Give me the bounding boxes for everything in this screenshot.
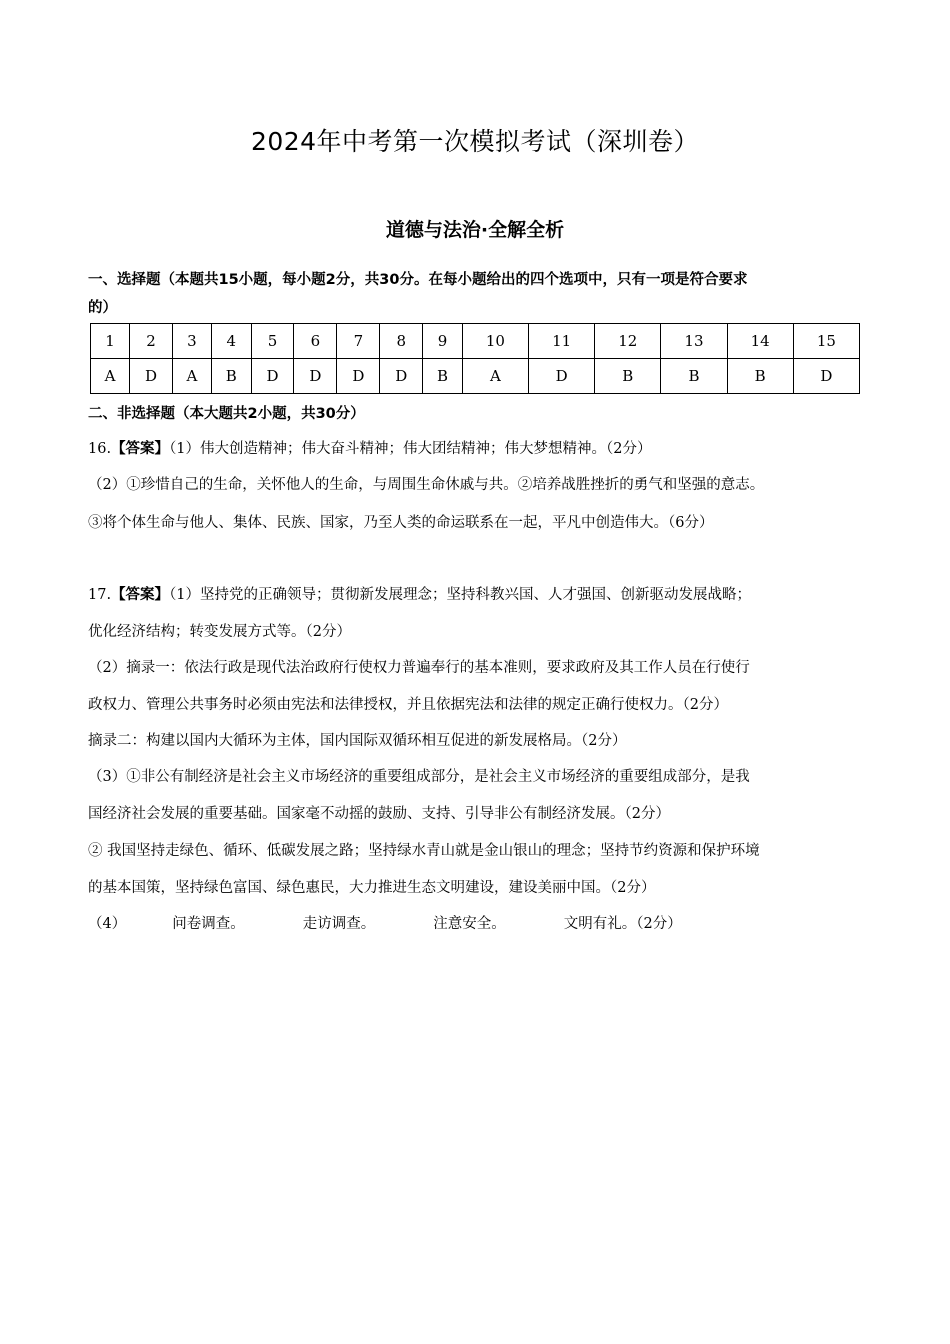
answer-cell: B [661,359,727,394]
question-number-cell: 2 [130,324,173,359]
question-number-cell: 3 [172,324,211,359]
question-number-cell: 1 [91,324,130,359]
answer-table-answers-row [91,359,860,394]
answer-cell: B [211,359,251,394]
q16-number: 16. [88,441,112,457]
answer-cell: D [294,359,337,394]
section2-heading: 二、非选择题（本大题共2小题，共30分） [88,406,365,422]
section1-heading-cont: 的） [88,300,117,316]
page-subtitle: 道德与法治·全解全析 [385,219,565,241]
answer-cell: A [172,359,211,394]
question-number-cell: 5 [251,324,294,359]
question-number-cell: 6 [294,324,337,359]
answer-table [90,323,860,394]
question-number-cell: 13 [661,324,727,359]
question-number-cell: 10 [462,324,528,359]
question-number-cell: 11 [529,324,595,359]
q17-answer-tag: 【答案】 [111,586,170,603]
answer-cell: D [251,359,294,394]
q17-part4-item: 文明有礼。（2分） [563,916,682,932]
question-number-cell: 4 [211,324,251,359]
question-number-cell: 9 [423,324,463,359]
question-number-cell: 7 [337,324,380,359]
answer-cell: B [423,359,463,394]
answer-cell: A [462,359,528,394]
q17-line-9: 的基本国策，坚持绿色富国、绿色惠民，大力推进生态文明建设，建设美丽中国。（2分） [88,880,656,896]
question-number-cell: 8 [380,324,423,359]
q17-line-1 [88,583,751,604]
answer-cell: B [727,359,793,394]
q17-line-3: （2）摘录一：依法行政是现代法治政府行使权力普遍奉行的基本准则，要求政府及其工作人员在行使行 [88,660,750,676]
q17-line-7: 国经济社会发展的重要基础。国家毫不动摇的鼓励、支持、引导非公有制经济发展。（2分） [88,806,670,822]
q17-number: 17. [88,587,112,603]
q17-part4-item: 注意安全。 [433,916,506,932]
q17-part4-item: 走访调查。 [302,916,376,932]
q16-line-1 [88,437,652,458]
q17-line-6: （3）①非公有制经济是社会主义市场经济的重要组成部分，是社会主义市场经济的重要组成部分，是我 [88,769,750,785]
q17-part1: （1）坚持党的正确领导；贯彻新发展理念；坚持科教兴国、人才强国、创新驱动发展战略； [169,587,752,603]
answer-cell: B [595,359,661,394]
q16-line-2: （2）①珍惜自己的生命，关怀他人的生命，与周围生命休戚与共。②培养战胜挫折的勇气和坚强的意志。 [88,477,765,493]
q16-answer-tag: 【答案】 [111,440,170,457]
q17-line-4: 政权力、管理公共事务时必须由宪法和法律授权，并且依据宪法和法律的规定正确行使权力。（2分） [88,697,728,713]
q17-line-8: ② 我国坚持走绿色、循环、低碳发展之路；坚持绿水青山就是金山银山的理念；坚持节约资源和保护环境 [88,843,760,859]
answer-table-numbers-row [91,324,860,359]
q17-line-10 [88,912,682,933]
answer-cell: D [529,359,595,394]
page-title: 2024年中考第一次模拟考试（深圳卷） [250,127,700,156]
answer-cell: D [130,359,173,394]
q17-line-5: 摘录二：构建以国内大循环为主体，国内国际双循环相互促进的新发展格局。（2分） [88,733,627,749]
q17-line-2: 优化经济结构；转变发展方式等。（2分） [88,624,351,640]
answer-cell: D [337,359,380,394]
question-number-cell: 14 [727,324,793,359]
q17-part4-label: （4） [88,916,127,932]
section1-heading: 一、选择题（本题共15小题，每小题2分，共30分。在每小题给出的四个选项中，只有一项是符合要求 [88,272,748,288]
q17-part4-item: 问卷调查。 [172,916,245,932]
answer-cell: D [793,359,859,394]
question-number-cell: 15 [793,324,859,359]
answer-cell: D [380,359,423,394]
q16-line-3: ③将个体生命与他人、集体、民族、国家，乃至人类的命运联系在一起，平凡中创造伟大。（6分） [88,515,714,531]
question-number-cell: 12 [595,324,661,359]
answer-cell: A [91,359,130,394]
q16-part1: （1）伟大创造精神；伟大奋斗精神；伟大团结精神；伟大梦想精神。（2分） [169,441,652,457]
